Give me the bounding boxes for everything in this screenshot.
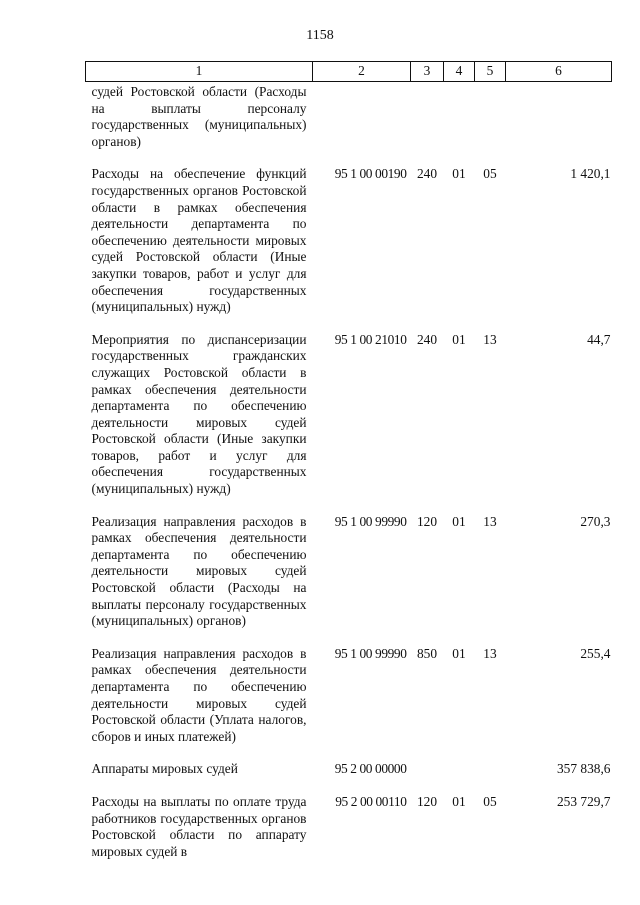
subsection: 05	[483, 166, 497, 182]
table-header-row	[86, 62, 612, 82]
expense-name: Расходы на обеспечение функций государственных органов Ростовской области в рамках обеспечения деятельности департамента по обеспечению деятельности мировых судей Ростовской области (Иные закупки товаров, работ и услуг для обеспечения государственных (муниципальных) нужд)	[91, 166, 307, 315]
table-row	[86, 792, 612, 874]
expense-type: 850	[416, 645, 438, 661]
budget-table	[85, 61, 612, 874]
column-header-1: 1	[86, 62, 313, 82]
expense-name: судей Ростовской области (Расходы на выплаты персоналу государственных (муниципальных) органов)	[91, 84, 307, 149]
section: 01	[452, 166, 466, 182]
subsection: 13	[483, 513, 497, 529]
section: 01	[452, 793, 466, 809]
target-code: 95 1 00 99990	[334, 513, 407, 529]
table-row	[86, 164, 612, 329]
target-code: 95 1 00 00190	[334, 166, 407, 182]
column-header-6: 6	[506, 62, 612, 82]
column-header-3: 3	[411, 62, 444, 82]
target-code	[313, 82, 411, 165]
expense-name: Мероприятия по диспансеризации государственных гражданских служащих Ростовской области в рамках обеспечения деятельности департамента по обеспечению деятельности мировых судей Ростовской области (Иные закупки товаров, работ и услуг для обеспечения государственных (муниципальных) нужд)	[91, 331, 307, 497]
target-code: 95 1 00 99990	[334, 645, 407, 661]
table-row	[86, 644, 612, 760]
expense-name: Расходы на выплаты по оплате труда работников государственных органов Ростовской области по аппарату мировых судей в	[91, 793, 307, 859]
page-number: 1158	[306, 28, 334, 43]
column-header-4: 4	[444, 62, 475, 82]
expense-name: Аппараты мировых судей	[91, 761, 238, 777]
column-header-5: 5	[475, 62, 506, 82]
expense-type: 240	[416, 331, 438, 347]
expense-type: 120	[416, 513, 438, 529]
table-row	[86, 512, 612, 644]
amount	[506, 82, 612, 165]
section	[444, 759, 475, 792]
amount: 253 729,7	[556, 793, 611, 809]
section: 01	[452, 645, 466, 661]
table-row	[86, 330, 612, 512]
amount: 255,4	[580, 645, 611, 661]
subsection: 05	[483, 793, 497, 809]
subsection: 13	[483, 645, 497, 661]
amount: 44,7	[587, 331, 611, 347]
column-header-2: 2	[313, 62, 411, 82]
amount: 1 420,1	[570, 166, 611, 182]
target-code: 95 2 00 00110	[335, 793, 407, 809]
subsection	[475, 759, 506, 792]
target-code: 95 2 00 00000	[334, 761, 407, 777]
table-row	[86, 759, 612, 792]
section	[444, 82, 475, 165]
section: 01	[452, 331, 466, 347]
expense-type: 240	[416, 166, 438, 182]
amount: 357 838,6	[556, 761, 611, 777]
table-row	[86, 82, 612, 165]
section: 01	[452, 513, 466, 529]
expense-type	[411, 82, 444, 165]
amount: 270,3	[580, 513, 611, 529]
expense-name: Реализация направления расходов в рамках обеспечения деятельности департамента по обеспечению деятельности мировых судей Ростовской области (Уплата налогов, сборов и иных платежей)	[91, 645, 307, 744]
target-code: 95 1 00 21010	[334, 331, 407, 347]
subsection	[475, 82, 506, 165]
expense-name: Реализация направления расходов в рамках обеспечения деятельности департамента по обеспечению деятельности мировых судей Ростовской области (Расходы на выплаты персоналу государственных (муниципальных) органов)	[91, 513, 307, 629]
expense-type	[411, 759, 444, 792]
subsection: 13	[483, 331, 497, 347]
expense-type: 120	[416, 793, 438, 809]
